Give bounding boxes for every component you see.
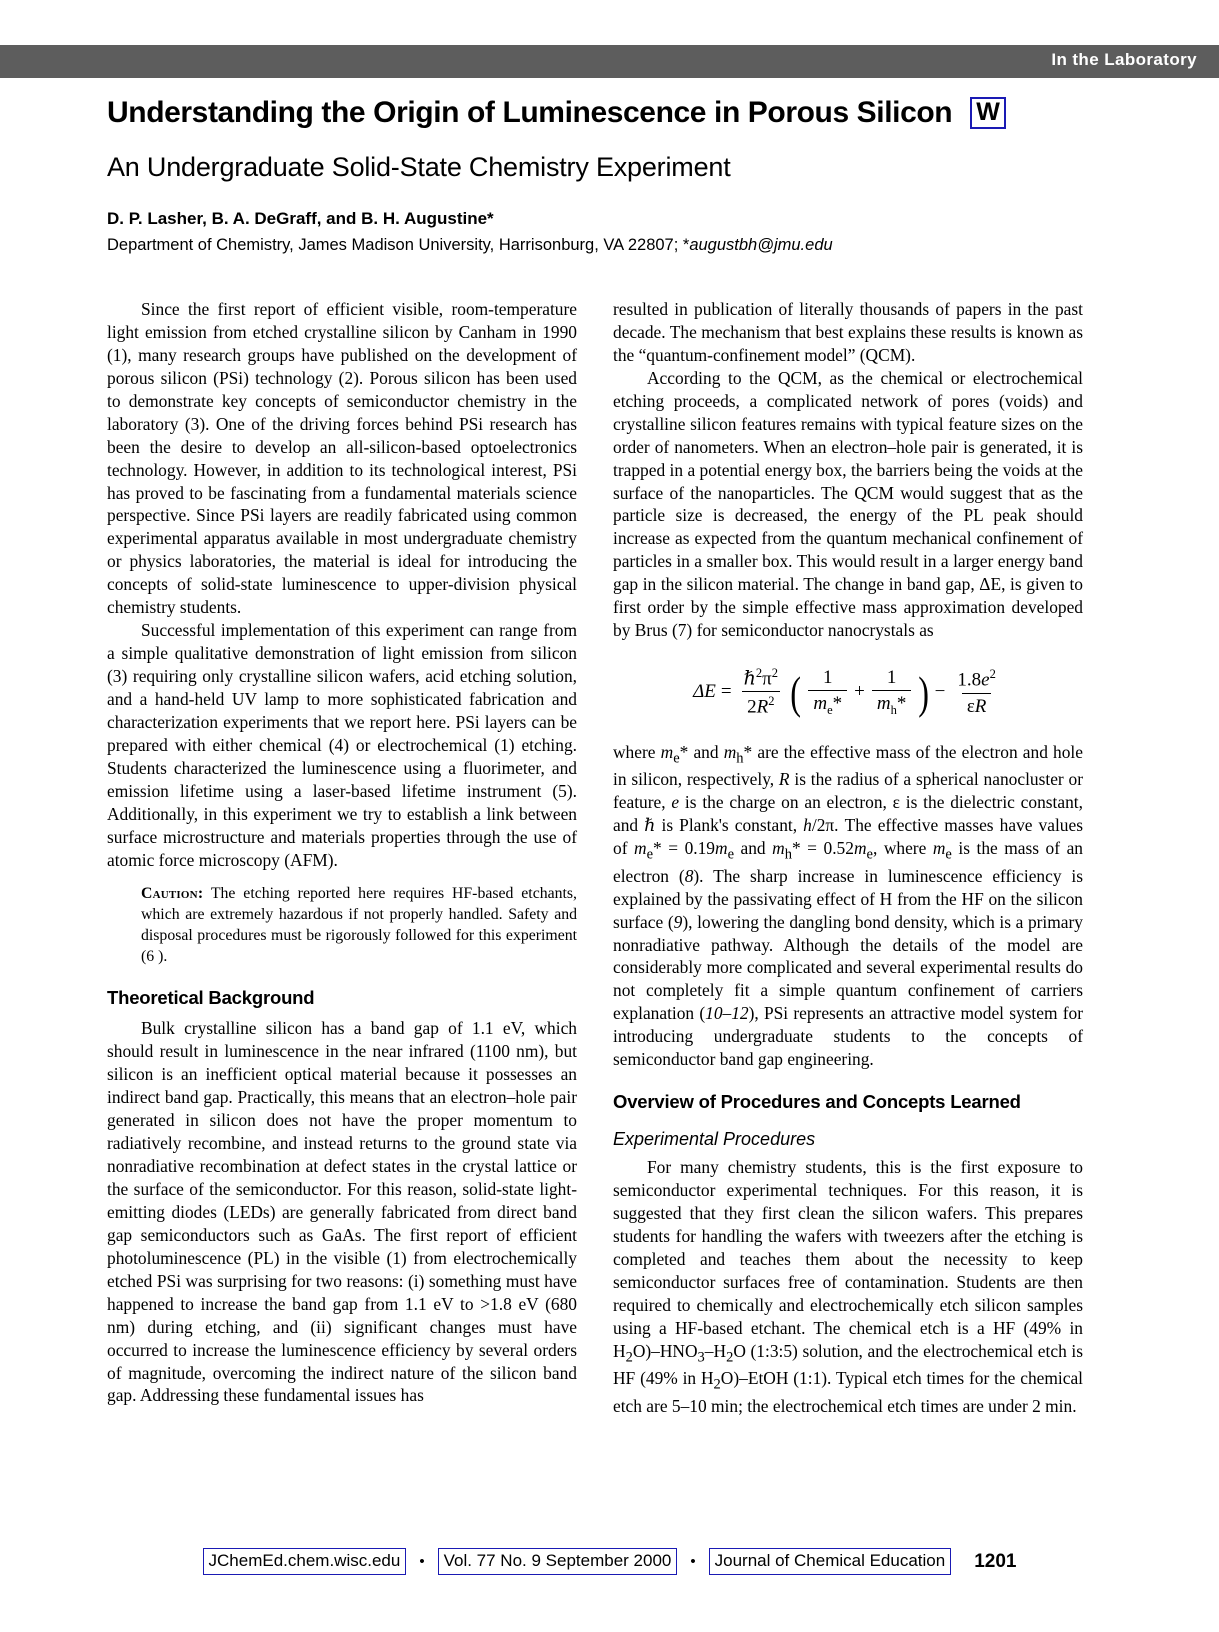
section-heading-overview: Overview of Procedures and Concepts Learned bbox=[613, 1091, 1021, 1113]
equation-equals-sign: = bbox=[720, 681, 732, 703]
equation-coulomb-numerator: $1.8e^2$ bbox=[957, 667, 996, 691]
affiliation-line bbox=[107, 236, 1112, 255]
equation-coulomb-denominator: εR bbox=[962, 693, 992, 718]
web-supplement-badge-icon[interactable]: W bbox=[970, 97, 1006, 128]
equation-plus-sign: + bbox=[854, 681, 865, 703]
page-footer bbox=[0, 1548, 1219, 1575]
caution-label: Caution: bbox=[141, 885, 204, 903]
equation-inner1-numerator: 1 bbox=[822, 666, 833, 688]
close-paren: ) bbox=[918, 666, 930, 718]
equation-electron-mass-fraction bbox=[808, 667, 847, 718]
equation-inner2-denominator: $m_h*$ bbox=[872, 690, 912, 718]
paragraph: Bulk crystalline silicon has a band gap of 1.1 eV, which should result in luminescence in the near infrared (1100 nm), but silicon is an inefficient optical material because it possesses an indirect band gap. Practically, this means that an electron–hole pair generated in silicon does not have the proper momentum to radiatively recombine, and instead returns to the ground state via nonradiative recombination at defect states in the crystal lattice or the surface of the semiconductor. For this reason, solid-state light-emitting diodes (LEDs) are generally fabricated from direct band gap semiconductors such as GaAs. The first report of efficient photoluminescence (PL) in the visible (1) from electrochemically etched PSi was surprising for two reasons: (i) something must have happened to increase the band gap from 1.1 eV to >1.8 eV (680 nm) during etching, and (ii) significant changes must have occurred to increase the luminescence efficiency by several orders of magnitude, overcoming the indirect nature of the silicon band gap. Addressing these fundamental issues has bbox=[107, 1018, 577, 1406]
open-paren: ( bbox=[790, 666, 802, 718]
equation-lhs: ΔE bbox=[693, 681, 716, 703]
section-heading-theoretical-background: Theoretical Background bbox=[107, 987, 315, 1009]
footer-page-number: 1201 bbox=[974, 1550, 1017, 1572]
equation-inner2-numerator: 1 bbox=[886, 666, 897, 688]
equation-inner1-denominator: $m_e*$ bbox=[808, 690, 847, 718]
author-list: D. P. Lasher, B. A. DeGraff, and B. H. Augustine* bbox=[107, 209, 494, 228]
equation-minus-sign: − bbox=[934, 681, 946, 703]
caution-note bbox=[141, 883, 577, 967]
equation-coulomb-fraction bbox=[952, 667, 1000, 717]
paragraph: According to the QCM, as the chemical or electrochemical etching proceeds, a complicated network of pores (voids) and crystalline silicon features remains with typical feature sizes on the order of nanometers. When an electron–hole pair is generated, it is trapped in a potential energy box, the barriers being the voids at the surface of the nanoparticles. The QCM would suggest that as the particle size is decreased, the energy of the PL peak should increase as expected from the quantum mechanical confinement of particles in a smaller box. This would result in a larger energy band gap in the silicon material. The change in band gap, ΔE, is given to first order by the simple effective mass approximation developed by Brus (7) for semiconductor nanocrystals as bbox=[613, 367, 1083, 641]
subsection-heading-experimental-procedures: Experimental Procedures bbox=[613, 1129, 816, 1150]
equation-hole-mass-fraction bbox=[872, 667, 912, 718]
running-head-bar bbox=[0, 45, 1219, 78]
article-body bbox=[107, 298, 1083, 1418]
footer-link-website[interactable]: JChemEd.chem.wisc.edu bbox=[203, 1548, 407, 1575]
running-head-label: In the Laboratory bbox=[1051, 50, 1197, 69]
paragraph: where $m_e*$ and $m_h*$ are the effective mass of the electron and hole in silicon, respectively, R is the radius of a spherical nanocluster or feature, e is the charge on an electron, ε is the dielectric constant, and ℏ is Plank's constant, h/2π. The effective masses have values of $m_e* = 0.19m_e$ and $m_h* = 0.52m_e$, where $m_e$ is the mass of an electron (8). The sharp increase in luminescence efficiency is explained by the passivating effect of H from the HF on the silicon surface (9), lowering the dangling bond density, which is a primary nonradiative pathway. Although the details of the model are considerably more complicated and several experimental results do not completely fit a simple quantum confinement of carriers explanation (10–12), PSi represents an attractive model system for introducing undergraduate students to the concepts of semiconductor band gap engineering. bbox=[613, 741, 1084, 1070]
paragraph: For many chemistry students, this is the first exposure to semiconductor experimental techniques. For this reason, it is suggested that they first clean the silicon wafers. This prepares students for handling the wafers with tweezers after the etching is completed and teaches them about the necessity to keep semiconductor surfaces free of contamination. Students are then required to chemically and electrochemically etch silicon samples using a HF-based etchant. The chemical etch is a HF (49% in $H_2O)-HNO_3-H_2O$ (1:3:5) solution, and the electrochemical etch is HF (49% in $H_2O$)–EtOH (1:1). Typical etch times for the chemical etch are 5–10 min; the electrochemical etch times are under 2 min. bbox=[613, 1157, 1083, 1416]
right-column bbox=[613, 298, 1083, 1418]
footer-link-journal-name[interactable]: Journal of Chemical Education bbox=[709, 1548, 952, 1575]
title-block bbox=[107, 96, 1112, 255]
caution-text: The etching reported here requires HF-based etchants, which are extremely hazardous if not properly handled. Safety and disposal procedures must be rigorously followed for this experiment (6 ). bbox=[141, 885, 577, 966]
affiliation-text: Department of Chemistry, James Madison University, Harrisonburg, VA 22807; * bbox=[107, 236, 690, 254]
page-subtitle: An Undergraduate Solid-State Chemistry Experiment bbox=[107, 152, 731, 182]
equation-brus-effective-mass bbox=[613, 666, 1083, 719]
paragraph: Successful implementation of this experiment can range from a simple qualitative demonstration of light emission from silicon (3) requiring only crystalline silicon wafers, acid etching solution, and a hand-held UV lamp to more sophisticated fabrication and characterization experiments that we report here. PSi layers can be prepared with either chemical (4) or electrochemical (1) etching. Students characterized the luminescence using a fluorimeter, and emission lifetime using a laser-based lifetime instrument (5). Additionally, in this experiment we try to establish a link between surface microstructure and materials properties through the use of atomic force microscopy (AFM). bbox=[107, 620, 577, 870]
paragraph: Since the first report of efficient visible, room-temperature light emission from etched crystalline silicon by Canham in 1990 (1), many research groups have published on the development of porous silicon (PSi) technology (2). Porous silicon has been used to demonstrate key concepts of semiconductor chemistry in the laboratory (3). One of the driving forces behind PSi research has been the desire to develop an all-silicon-based optoelectronics technology. However, in addition to its technological interest, PSi has proved to be fascinating from a fundamental materials science perspective. Since PSi layers are readily fabricated using common experimental apparatus available in most undergraduate chemistry or physics laboratories, the material is ideal for introducing the concepts of solid-state luminescence to upper-division physical chemistry students. bbox=[107, 299, 577, 618]
equation-prefactor-denominator: $2R^2$ bbox=[742, 691, 779, 718]
corresponding-email[interactable]: augustbh@jmu.edu bbox=[689, 236, 833, 254]
page-title: Understanding the Origin of Luminescence in Porous Silicon bbox=[107, 96, 953, 129]
equation-prefactor-numerator: $\hbar^2\pi^2$ bbox=[743, 666, 778, 690]
footer-link-volume-issue[interactable]: Vol. 77 No. 9 September 2000 bbox=[438, 1548, 678, 1575]
footer-separator-dot: • bbox=[419, 1553, 425, 1570]
left-column bbox=[107, 298, 577, 1418]
footer-separator-dot: • bbox=[690, 1553, 696, 1570]
equation-prefactor-fraction bbox=[739, 666, 783, 719]
paragraph: resulted in publication of literally thousands of papers in the past decade. The mechanism that best explains these results is known as the “quantum-confinement model” (QCM). bbox=[613, 299, 1083, 365]
